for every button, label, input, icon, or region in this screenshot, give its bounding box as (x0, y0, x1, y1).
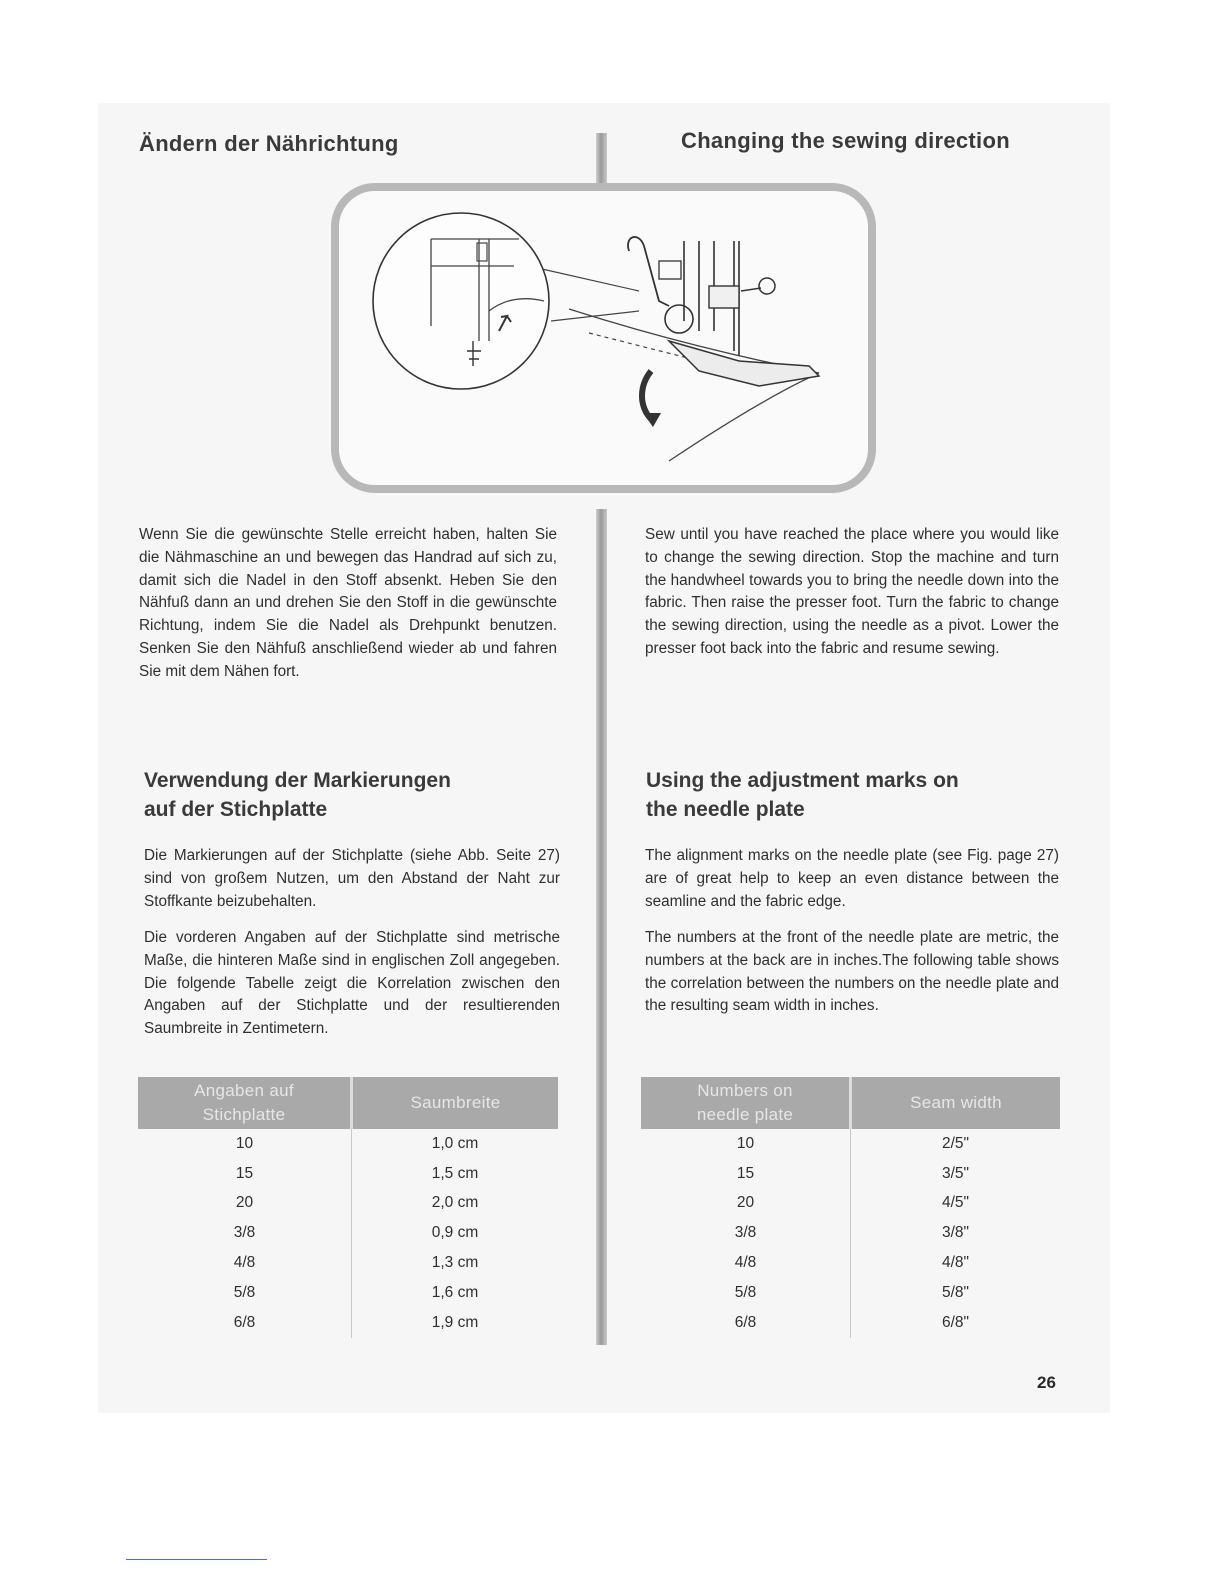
table-header-cell (138, 1077, 352, 1129)
presser-screw (665, 305, 693, 333)
table-header-cell: Seam width (851, 1077, 1061, 1129)
table-cell: 1,3 cm (352, 1248, 559, 1278)
table-header-cell: Saumbreite (352, 1077, 559, 1129)
fabric-outline (569, 309, 819, 461)
table-cell: 6/8" (851, 1308, 1061, 1338)
table-cell: 3/8 (233, 1224, 256, 1242)
table-row (641, 1278, 1060, 1308)
heading-english: Changing the sewing direction (681, 128, 1010, 153)
presser-foot-arm (628, 237, 669, 306)
turn-direction-arrow-icon (642, 371, 651, 419)
table-cell: 6/8 (233, 1313, 256, 1331)
table-cell: 20 (235, 1194, 254, 1212)
table-cell: 5/8 (233, 1283, 256, 1301)
table-cell: 15 (736, 1164, 755, 1182)
section2-heading-english (646, 766, 959, 824)
table-cell: 1,6 cm (352, 1278, 559, 1308)
table-row (641, 1159, 1060, 1189)
table-row (641, 1189, 1060, 1219)
table-cell: 20 (736, 1194, 755, 1212)
sewing-machine-illustration (339, 191, 868, 485)
table-cell: 2,0 cm (352, 1189, 559, 1219)
table-row (641, 1248, 1060, 1278)
english-seam-table (641, 1077, 1060, 1338)
english-marks-intro: The alignment marks on the needle plate (see Fig. page 27) are of great help to keep an even distance between the seamline and the fabric edge. (645, 847, 1059, 910)
header-text: needle plate (696, 1105, 794, 1124)
table-header-row (138, 1077, 558, 1129)
footer-rule (126, 1559, 267, 1560)
table-cell: 6/8 (734, 1313, 757, 1331)
german-marks-detail: Die vorderen Angaben auf der Stichplatte sind metrische Maße, die hinteren Maße sind in englischen Zoll angegeben. Die folgende Tabelle zeigt die Korrelation zwischen den Angaben auf der Stichplatte und der resultierenden Saumbreite in Zentimetern. (144, 929, 560, 1038)
table-cell: 10 (736, 1134, 755, 1152)
table-cell: 1,5 cm (352, 1159, 559, 1189)
table-cell: 4/8 (233, 1254, 256, 1272)
heading-german: Ändern der Nährichtung (139, 131, 399, 156)
page-number: 26 (1037, 1373, 1056, 1392)
german-seam-table (138, 1077, 558, 1338)
table-cell: 3/8 (734, 1224, 757, 1242)
table-header-row (641, 1077, 1060, 1129)
needle-clamp (709, 286, 739, 308)
table-row (138, 1278, 558, 1308)
table-cell: 3/8" (851, 1218, 1061, 1248)
german-instructions: Wenn Sie die gewünschte Stelle erreicht haben, halten Sie die Nähmaschine an und bewegen das Handrad auf sich zu, damit sich die Nadel in den Stoff absenkt. Heben Sie den Nähfuß dann an und drehen Sie den Stoff in die gewünschte Richtung, indem Sie die Nadel als Drehpunkt benutzen. Senken Sie den Nähfuß anschließend wieder ab und fahren Sie mit dem Nähen fort. (139, 526, 557, 680)
table-cell: 2/5" (851, 1129, 1061, 1159)
header-text: Numbers on (697, 1081, 793, 1100)
section2-heading-english-line2: the needle plate (646, 798, 805, 821)
header-text: Angaben auf (194, 1081, 294, 1100)
table-row (641, 1308, 1060, 1338)
table-row (641, 1129, 1060, 1159)
header-text: Stichplatte (202, 1105, 286, 1124)
table-row (138, 1308, 558, 1338)
english-instructions: Sew until you have reached the place where you would like to change the sewing direction. Stop the machine and turn the handwheel towards you to bring the needle down into the fabric. Then raise the presser foot. Turn the fabric to change the sewing direction, using the needle as a pivot. Lower the presser foot back into the fabric and resume sewing. (645, 526, 1059, 657)
table-cell: 4/8" (851, 1248, 1061, 1278)
table-cell: 0,9 cm (352, 1218, 559, 1248)
table-row (138, 1248, 558, 1278)
table-row (138, 1218, 558, 1248)
illustration-frame (331, 183, 876, 493)
table-cell: 10 (235, 1134, 254, 1152)
table-cell: 5/8 (734, 1283, 757, 1301)
presser-foot (669, 341, 819, 386)
section2-heading-german-line2: auf der Stichplatte (144, 798, 328, 821)
table-row (138, 1189, 558, 1219)
table-cell: 4/5" (851, 1189, 1061, 1219)
section2-heading-english-line1: Using the adjustment marks on (646, 769, 959, 792)
table-header-cell (641, 1077, 851, 1129)
table-row (641, 1218, 1060, 1248)
table-cell: 3/5" (851, 1159, 1061, 1189)
section2-heading-german (144, 766, 451, 824)
table-cell: 15 (235, 1164, 254, 1182)
section2-heading-german-line1: Verwendung der Markierungen (144, 769, 451, 792)
table-cell: 4/8 (734, 1254, 757, 1272)
table-cell: 1,9 cm (352, 1308, 559, 1338)
table-cell: 1,0 cm (352, 1129, 559, 1159)
table-row (138, 1159, 558, 1189)
english-marks-detail: The numbers at the front of the needle plate are metric, the numbers at the back are in inches.The following table shows the correlation between the numbers on the needle plate and the resulting seam width in inches. (645, 929, 1059, 1015)
table-row (138, 1129, 558, 1159)
german-marks-intro: Die Markierungen auf der Stichplatte (siehe Abb. Seite 27) sind von großem Nutzen, um den Abstand der Naht zur Stoffkante beizubehalten. (144, 847, 560, 910)
table-cell: 5/8" (851, 1278, 1061, 1308)
